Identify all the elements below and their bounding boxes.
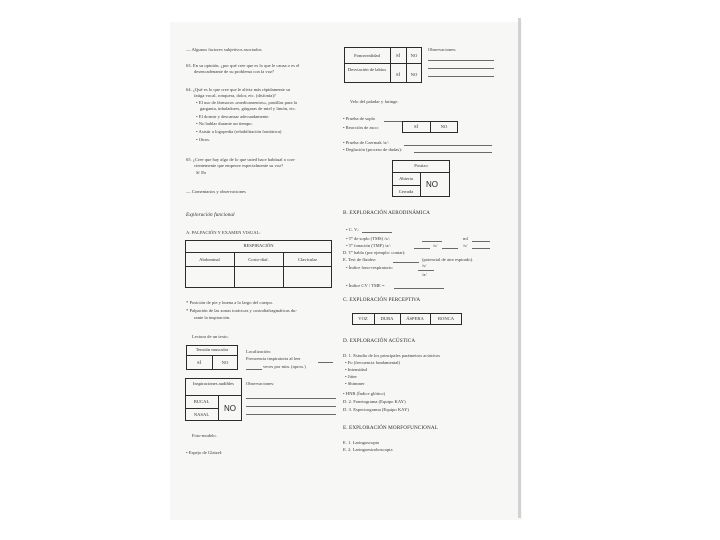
fill-line — [428, 76, 494, 77]
tension-no: NO — [221, 360, 229, 365]
blow-test-label: • Prueba de soplo — [343, 116, 376, 121]
observations-label-right: Observaciones: — [428, 47, 457, 52]
respiration-col-costodiafragmatic: Costo-diaf. — [248, 257, 269, 262]
table-rule — [185, 252, 332, 253]
page-edge-shadow — [518, 18, 521, 518]
question-65-line2: cientemente que empeore especialmente su voz? — [194, 163, 284, 168]
palpation-note2a: * Palpación de las zonas torácicas y costodiafragmáticas du- — [186, 308, 297, 313]
fill-line — [472, 241, 490, 242]
fill-line — [404, 145, 492, 146]
laryngoscopy: E. 1. Laringoscopia — [343, 440, 379, 445]
table-rule — [185, 408, 218, 409]
table-rule — [185, 266, 332, 267]
fill-line — [362, 232, 392, 233]
table-rule — [218, 395, 219, 421]
inspirations-no: NO — [224, 404, 236, 413]
question-65-line1: 65. ¿Cree que hay algo de lo que usted hace habitual o con- — [186, 157, 296, 162]
fill-line — [393, 262, 419, 263]
acoustic-d2: D. 2. Fonetograma (Equipo KAY) — [343, 399, 406, 404]
tmf-s-unit-2: /s/ — [463, 243, 468, 248]
ratio-numerator: /s/ — [422, 263, 427, 268]
observations-label-left: Observaciones: — [246, 381, 275, 386]
fill-line — [246, 414, 336, 415]
acoustic-d1-jitter: • Jitter — [345, 374, 357, 379]
localization-label: Localización: — [246, 349, 271, 354]
glatzel-mirror-label: • Espejo de Glatzel: — [186, 450, 223, 455]
respiration-col-abdominal: Abdominal — [199, 257, 220, 262]
ml-unit: ml — [463, 236, 468, 241]
subjective-title: — Algunos factores subjetivos asociados — [186, 47, 262, 52]
fill-line — [422, 241, 442, 242]
laryngostroboscopy: E. 2. Laringoestroboscopia — [343, 447, 393, 452]
fill-line — [414, 248, 430, 249]
question-63-line1: 63. En su opinión, ¿por qué cree que es lo que le causa o es el — [186, 63, 300, 68]
fill-line — [414, 152, 492, 153]
question-64-line1: 64. ¿Qué es lo que cree que le alivia más rápidamente su — [186, 87, 291, 92]
mouth-closed: Cerrada — [398, 189, 414, 194]
functional-exploration-title: Exploración funcional — [186, 212, 235, 218]
inspirations-label: Inspiraciones audibles — [193, 381, 234, 386]
question-64-line2: fatiga vocal, ronquera, dolor, etc. (disfonía)? — [194, 93, 276, 98]
perceptive-ronca: RONCA — [437, 316, 455, 321]
speech-time-label: D. Tº hablo (por ejemplo: contar): — [343, 250, 406, 255]
mouth-open: Abierta — [399, 176, 413, 181]
fonorrealidad-yes: SÍ — [395, 53, 401, 58]
fill-line — [318, 362, 333, 363]
fill-line — [246, 406, 336, 407]
phono-respiratory-index-label: • Índice fono-respiratorio — [346, 265, 393, 270]
table-rule — [185, 395, 242, 396]
tmf-s-unit: /s/ — [433, 243, 438, 248]
czermak-test-label: • Prueba de Czermak /a/: — [343, 140, 389, 145]
acoustic-d1-shimmer: • Shimmer — [345, 381, 365, 386]
table-rule — [392, 172, 450, 173]
tms-label: • Tº de soplo (TMS) /s/: — [346, 236, 390, 241]
lip-deviation-yes: SÍ — [395, 72, 401, 77]
tension-yes: SÍ — [196, 360, 202, 365]
acoustic-d1-line1: D. 1. Estudio de los principales parámetros acústicos — [343, 353, 441, 358]
table-rule — [392, 185, 420, 186]
swallowing-label: • Deglución (proceso de dudas): — [343, 147, 403, 152]
tension-label: Tensión muscular — [195, 347, 229, 352]
fonorrealidad-label: Fonorrealidad — [354, 53, 380, 58]
fluency-test-note: (potencial de aire espirado). — [422, 257, 474, 262]
inspiratory-freq-line2: veces por min. (aprox.) — [263, 364, 306, 369]
section-c-title: C. EXPLORACIÓN PERCEPTIVA — [343, 297, 421, 303]
question-64-bullet1b: garganta, inhaladores, gárgaras de miel y limón, etc. — [200, 106, 296, 111]
table-rule — [420, 172, 421, 197]
inspirations-nasal: NASAL — [193, 412, 210, 417]
gag-reflex-yes: SÍ — [413, 124, 419, 129]
fill-line — [428, 68, 494, 69]
fonorrealidad-no: NO — [410, 53, 418, 58]
fill-line — [394, 288, 444, 289]
question-64-bullet5: • Otros. — [196, 137, 211, 142]
comments-label: — Comentarios y observaciones — [186, 189, 246, 194]
mouth-posture-header: Postizo — [414, 163, 428, 168]
inspiratory-freq-line1: Frecuencia inspiratoria al leer — [246, 356, 301, 361]
question-63-line2: desencadenante de su problema con la voz? — [194, 69, 275, 74]
mouth-no: NO — [426, 180, 438, 189]
question-65-options: Sí No — [196, 170, 207, 175]
velum-pharynx-label: Velo del paladar y faringe. — [350, 99, 399, 104]
fill-line — [472, 248, 490, 249]
tmf-label: • Tº fonación (TMF) /a/: — [346, 243, 391, 248]
section-b-title: B. EXPLORACIÓN AERODINÁMICA — [343, 210, 430, 216]
acoustic-d1-hnr: • HNR (Índice glótico) — [343, 391, 386, 396]
acoustic-d1-fo: • Fo (frecuencia fundamental) — [345, 360, 401, 365]
acoustic-d1-intensity: • Intensidad — [345, 367, 367, 372]
gag-reflex-no: NO — [440, 124, 448, 129]
vital-capacity-label: • C. V.: — [346, 227, 360, 232]
fill-line — [246, 398, 336, 399]
respiration-header: RESPIRACIÓN — [243, 243, 274, 248]
gag-reflex-label: • Reacción de asco: — [343, 125, 379, 130]
fill-line — [428, 60, 494, 61]
respiration-col-clavicular: Clavicular — [297, 257, 318, 262]
question-64-bullet2: • El dormir y descansar adecuadamente. — [196, 114, 270, 119]
fluency-test-label: E. Test de fluidez: — [343, 257, 377, 262]
cv-tme-index-label: • Índice CV / TME = — [346, 283, 385, 288]
fill-line — [246, 369, 262, 370]
reading-label: Lectura de un texto. — [192, 334, 229, 339]
fill-line — [442, 248, 458, 249]
question-64-bullet1a: • El uso de fármacos «medicamentos», pastillas para la — [196, 100, 297, 105]
perceptive-dura: DURA — [380, 316, 394, 321]
lip-deviation-no: NO — [410, 72, 418, 77]
section-a-title: A. PALPACIÓN Y EXAMEN VISUAL: — [186, 230, 261, 235]
palpation-note1: * Posición de pie y buena a lo largo del cuerpo. — [186, 300, 274, 305]
lip-deviation-label: Desviación de labios — [347, 67, 387, 72]
question-64-bullet4: • Asistir a logopedia (rehabilitación foniátrica) — [196, 129, 282, 134]
perceptive-voz: VOZ — [358, 316, 368, 321]
perceptive-aspera: ÁSPERA — [406, 316, 424, 321]
inspirations-bucal: BUCAL — [193, 399, 210, 404]
photo-model-label: Foto-modelo. — [192, 433, 217, 438]
table-rule — [344, 63, 422, 64]
ratio-denominator: /a/ — [422, 272, 427, 277]
section-d-title: D. EXPLORACIÓN ACÚSTICA — [343, 338, 416, 344]
fraction-bar — [418, 270, 434, 271]
palpation-note2b: rante la inspiración. — [194, 315, 231, 320]
question-64-bullet3: • No hablar durante un tiempo. — [196, 121, 253, 126]
acoustic-d3: D. 3. Espectrograma (Equipo KAY) — [343, 407, 409, 412]
section-e-title: E. EXPLORACIÓN MORFOFUNCIONAL — [343, 425, 438, 431]
